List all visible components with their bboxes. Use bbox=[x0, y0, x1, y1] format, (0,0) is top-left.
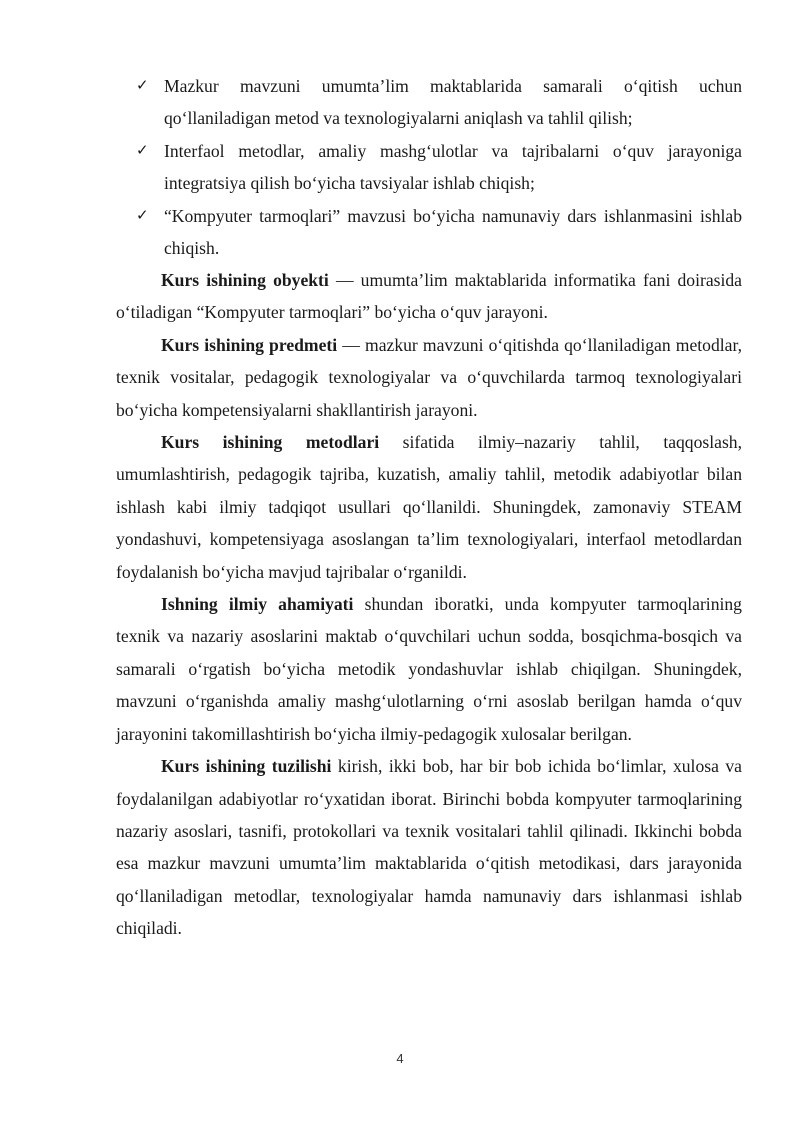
paragraph-text: — umumta’lim maktablarida informatika fani doirasida o‘tiladigan “Kompyuter tarmoqlari” bo‘yicha o‘quv jarayoni. bbox=[116, 270, 742, 323]
list-item-text: Interfaol metodlar, amaliy mashg‘ulotlar va tajribalarni o‘quv jarayoniga integratsiya qilish bo‘yicha tavsiyalar ishlab chiqish; bbox=[164, 140, 742, 194]
paragraph-text: — mazkur mavzuni o‘qitishda qo‘llaniladigan metodlar, texnik vositalar, pedagogik texnologiyalar va o‘quvchilarda tarmoq texnologiyalari bo‘yicha kompetensiyalarni shakllantirish jarayoni. bbox=[116, 334, 743, 420]
paragraph-object bbox=[116, 264, 742, 329]
paragraph-text: sifatida ilmiy–nazariy tahlil, taqqoslash, umumlashtirish, pedagogik tajriba, kuzatish, amaliy tahlil, metodik adabiyotlar bilan ishlash kabi ilmiy tadqiqot usullari qo‘llanildi. Shuningdek, zamonaviy STEAM yondashuvi, kompetensiyaga asoslangan ta’lim texnologiyalari, interfaol metodlardan foydalanish bo‘yicha mavjud tajribalar o‘rganildi. bbox=[116, 432, 742, 582]
paragraph-lead: Kurs ishining obyekti bbox=[161, 270, 329, 290]
paragraph-text: shundan iboratki, unda kompyuter tarmoqlarining texnik va nazariy asoslarini maktab o‘quvchilari uchun sodda, bosqichma-bosqich va samarali o‘rgatish bo‘yicha metodik yondashuvlar ishlab chiqilgan. Shuningdek, mavzuni o‘rganishda amaliy mashg‘ulotlarning o‘rni asoslab berilgan hamda o‘quv jarayonini takomillashtirish bo‘yicha ilmiy-pedagogik xulosalar berilgan. bbox=[116, 594, 742, 744]
list-item bbox=[136, 70, 742, 135]
paragraph-subject bbox=[116, 329, 742, 426]
list-item-text: “Kompyuter tarmoqlari” mavzusi bo‘yicha namunaviy dars ishlanmasini ishlab chiqish. bbox=[164, 205, 742, 259]
paragraph-lead: Kurs ishining tuzilishi bbox=[161, 756, 332, 777]
checkmark-icon: ✓ bbox=[136, 78, 149, 94]
paragraph-significance bbox=[116, 588, 742, 750]
checkmark-icon: ✓ bbox=[136, 142, 149, 159]
paragraph-text: kirish, ikki bob, har bir bob ichida bo‘limlar, xulosa va foydalanilgan adabiyotlar ro‘yxatidan iborat. Birinchi bobda kompyuter tarmoqlarining nazariy asoslari, tasnifi, protokollari va texnik vositalari tahlil qilinadi. Ikkinchi bobda esa mazkur mavzuni umumta’lim maktablarida o‘qitish metodikasi, dars jarayonida qo‘llaniladigan metodlar, texnologiyalar hamda namunaviy dars ishlanmasi ishlab chiqiladi. bbox=[116, 756, 742, 939]
objectives-list bbox=[136, 70, 742, 264]
paragraph-lead: Kurs ishining predmeti bbox=[161, 334, 338, 355]
page-number: 4 bbox=[396, 1051, 404, 1066]
paragraph-methods bbox=[116, 426, 742, 588]
list-item bbox=[136, 200, 742, 265]
document-body bbox=[116, 264, 742, 945]
checkmark-icon: ✓ bbox=[136, 207, 149, 224]
paragraph-structure bbox=[116, 750, 742, 944]
paragraph-lead: Kurs ishining metodlari bbox=[161, 432, 380, 453]
list-item-text: Mazkur mavzuni umumta’lim maktablarida samarali o‘qitish uchun qo‘llaniladigan metod va texnologiyalarni aniqlash va tahlil qilish; bbox=[164, 76, 742, 129]
paragraph-lead: Ishning ilmiy ahamiyati bbox=[161, 594, 354, 615]
list-item bbox=[136, 135, 742, 200]
